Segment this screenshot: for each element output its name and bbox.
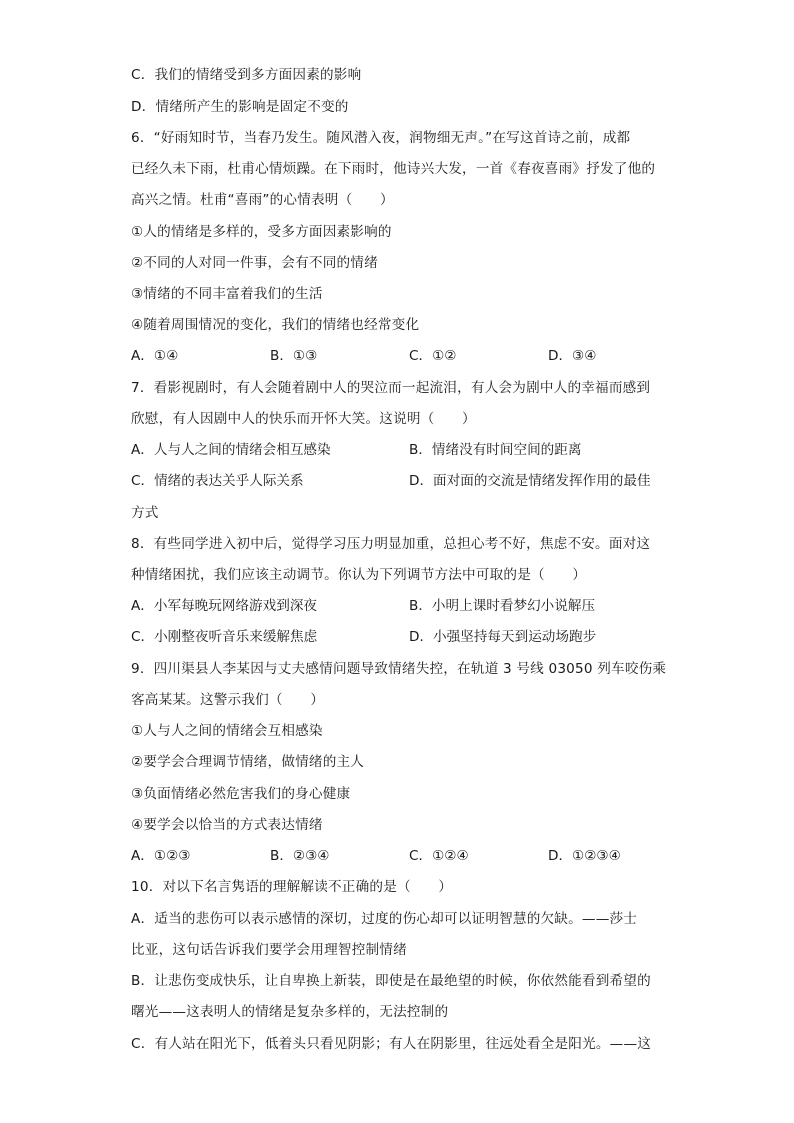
q9-statement-4: ④要学会以恰当的方式表达情绪 (131, 817, 323, 833)
q10-option-b-line-2: 曙光——这表明人的情绪是复杂多样的，无法控制的 (131, 1004, 449, 1020)
q7-option-a: A．人与人之间的情绪会相互感染 (131, 442, 331, 458)
q8-option-a: A．小军每晚玩网络游戏到深夜 (131, 598, 318, 614)
q8-stem-line-2: 种情绪困扰，我们应该主动调节。你认为下列调节方法中可取的是（ ） (131, 567, 587, 583)
q10-option-a-line-1: A．适当的悲伤可以表示感情的深切，过度的伤心却可以证明智慧的欠缺。——莎士 (131, 911, 638, 927)
q6-option-c: C．①② (409, 348, 457, 364)
q6-statement-3: ③情绪的不同丰富着我们的生活 (131, 286, 323, 302)
q6-statement-4: ④随着周围情况的变化，我们的情绪也经常变化 (131, 317, 420, 333)
q6-stem-line-1: 6．“好雨知时节，当春乃发生。随风潜入夜，润物细无声。”在写这首诗之前，成都 (131, 130, 631, 146)
q6-stem-line-2: 已经久未下雨，杜甫心情烦躁。在下雨时，他诗兴大发，一首《春夜喜雨》抒发了他的 (131, 161, 656, 177)
q10-option-a-line-2: 比亚，这句话告诉我们要学会用理智控制情绪 (131, 942, 407, 958)
q9-option-c: C．①②④ (409, 848, 469, 864)
q10-option-c-line-1: C．有人站在阳光下，低着头只看见阴影；有人在阴影里，往远处看全是阳光。——这 (131, 1036, 652, 1052)
q6-option-b: B．①③ (270, 348, 318, 364)
q9-stem-line-2: 客高某某。这警示我们（ ） (131, 692, 325, 708)
q7-option-d-wrap: 方式 (131, 505, 159, 521)
q7-option-c: C．情绪的表达关乎人际关系 (131, 473, 304, 489)
q8-option-d: D．小强坚持每天到运动场跑步 (409, 629, 597, 645)
q6-statement-2: ②不同的人对同一件事，会有不同的情绪 (131, 255, 378, 271)
q6-option-a: A．①④ (131, 348, 179, 364)
q9-option-d: D．①②③④ (548, 848, 621, 864)
q6-statement-1: ①人的情绪是多样的，受多方面因素影响的 (131, 224, 392, 240)
q8-option-c: C．小刚整夜听音乐来缓解焦虑 (131, 629, 318, 645)
q9-statement-1: ①人与人之间的情绪会互相感染 (131, 723, 323, 739)
q9-statement-2: ②要学会合理调节情绪，做情绪的主人 (131, 754, 365, 770)
q9-stem-line-1: 9．四川渠县人李某因与丈夫感情问题导致情绪失控，在轨道 3 号线 03050 列车咬伤乘 (131, 661, 667, 677)
q7-stem-line-2: 欣慰，有人因剧中人的快乐而开怀大笑。这说明（ ） (131, 411, 476, 427)
q7-option-b: B．情绪没有时间空间的距离 (409, 442, 582, 458)
q7-stem-line-1: 7．看影视剧时，有人会随着剧中人的哭泣而一起流泪，有人会为剧中人的幸福而感到 (131, 380, 651, 396)
q6-stem-line-3: 高兴之情。杜甫“喜雨”的心情表明（ ） (131, 192, 394, 208)
q9-statement-3: ③负面情绪必然危害我们的身心健康 (131, 786, 351, 802)
q8-option-b: B．小明上课时看梦幻小说解压 (409, 598, 596, 614)
q6-option-d: D．③④ (548, 348, 597, 364)
q9-option-b: B．②③④ (270, 848, 330, 864)
q8-stem-line-1: 8．有些同学进入初中后，觉得学习压力明显加重，总担心考不好，焦虑不安。面对这 (131, 536, 651, 552)
q9-option-a: A．①②③ (131, 848, 191, 864)
q7-option-d: D．面对面的交流是情绪发挥作用的最佳 (409, 473, 651, 489)
q10-option-b-line-1: B．让悲伤变成快乐，让自卑换上新装，即使是在最绝望的时候，你依然能看到希望的 (131, 973, 651, 989)
q5-option-c: C．我们的情绪受到多方面因素的影响 (131, 67, 362, 83)
q10-stem: 10．对以下名言隽语的理解解读不正确的是（ ） (131, 879, 453, 895)
q5-option-d: D．情绪所产生的影响是固定不变的 (131, 99, 349, 115)
